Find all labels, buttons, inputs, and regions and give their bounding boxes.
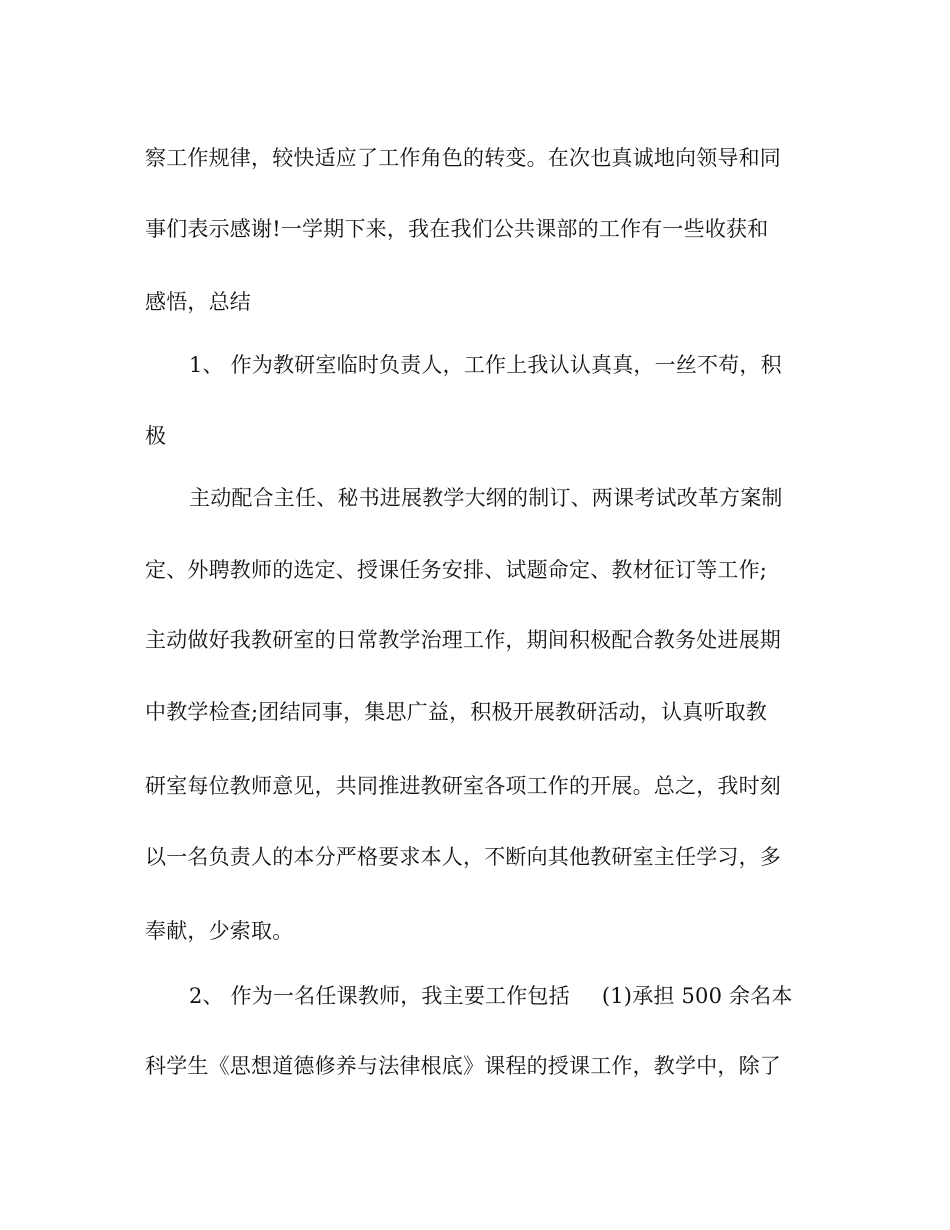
paragraph-line: 主动配合主任、秘书进展教学大纲的制订、两课考试改革方案制 [189, 486, 783, 510]
paragraph-line: 感悟，总结 [145, 290, 251, 314]
paragraph-line: 奉献，少索取。 [145, 919, 294, 943]
paragraph-line: 察工作规律，较快适应了工作角色的转变。在次也真诚地向领导和同 [145, 146, 781, 170]
list-item-subtext: (1)承担 500 余名本 [601, 984, 793, 1008]
list-item-line [189, 982, 869, 1010]
paragraph-line: 极 [145, 424, 167, 448]
paragraph-line: 研室每位教师意见，共同推进教研室各项工作的开展。总之，我时刻 [145, 774, 781, 798]
paragraph-line: 定、外聘教师的选定、授课任务安排、试题命定、教材征订等工作; [145, 558, 768, 582]
paragraph-line: 科学生《思想道德修养与法律根底》课程的授课工作，教学中，除了 [145, 1054, 781, 1078]
paragraph-line: 中教学检查;团结同事，集思广益，积极开展教研活动，认真听取教 [145, 700, 768, 724]
paragraph-line: 以一名负责人的本分严格要求本人，不断向其他教研室主任学习，多 [145, 845, 781, 869]
list-item-line: 1、 作为教研室临时负责人，工作上我认认真真，一丝不苟，积 [189, 353, 782, 377]
list-item-text: 2、 作为一名任课教师，我主要工作包括 [189, 984, 570, 1008]
paragraph-line: 事们表示感谢!一学期下来，我在我们公共课部的工作有一些收获和 [145, 217, 769, 241]
paragraph-line: 主动做好我教研室的日常教学治理工作，期间积极配合教务处进展期 [145, 628, 781, 652]
